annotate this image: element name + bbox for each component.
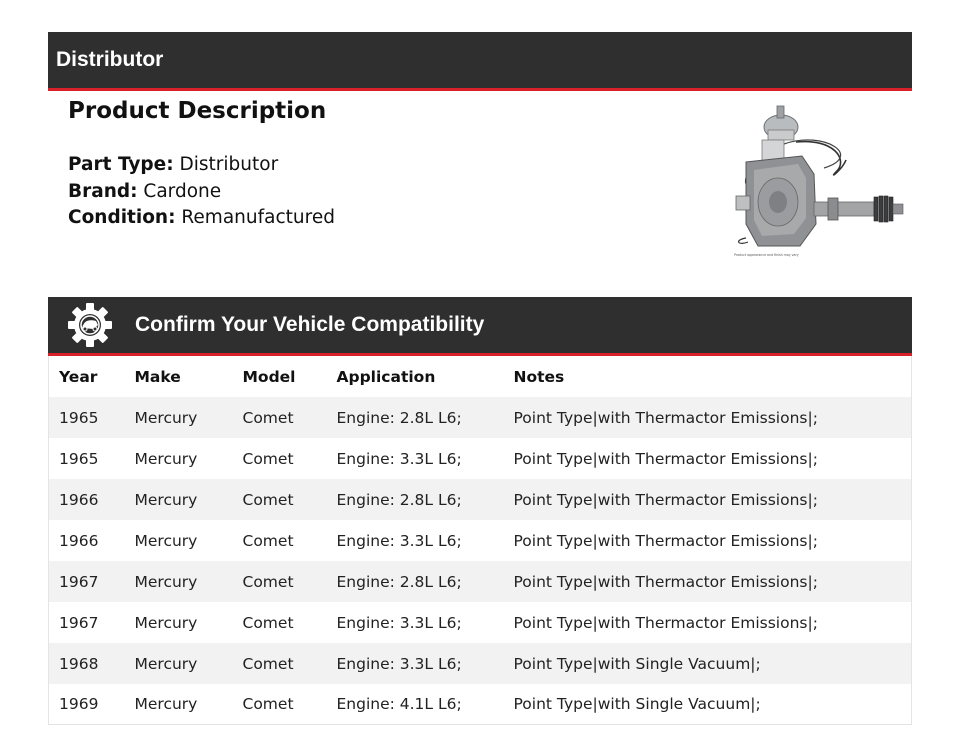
cell-model: Comet [242,531,294,550]
cell-application: Engine: 4.1L L6; [336,694,462,713]
category-header [48,32,912,91]
compatibility-header [48,297,912,356]
compatibility-title: Confirm Your Vehicle Compatibility [135,313,485,336]
cell-notes: Point Type|with Thermactor Emissions|; [513,531,818,550]
cell-year: 1966 [59,490,99,509]
spec-value: Distributor [179,154,279,175]
cell-year: 1967 [59,613,99,632]
cell-application: Engine: 2.8L L6; [336,408,462,427]
cell-notes: Point Type|with Thermactor Emissions|; [513,449,818,468]
column-application: Application [336,367,436,386]
compatibility-table [48,356,912,725]
cell-make: Mercury [134,694,198,713]
cell-application: Engine: 3.3L L6; [336,449,462,468]
cell-notes: Point Type|with Single Vacuum|; [513,654,761,673]
table-row [49,479,912,520]
spec-label: Condition: [68,207,176,228]
product-description-title: Product Description [68,98,327,124]
cell-notes: Point Type|with Thermactor Emissions|; [513,613,818,632]
cell-application: Engine: 3.3L L6; [336,654,462,673]
column-year: Year [59,367,98,386]
table-row [49,397,912,438]
table-row [49,438,912,479]
spec-part-type [68,152,335,179]
table-row [49,602,912,643]
image-caption: Product appearance and finish may vary [734,253,799,257]
table-row [49,520,912,561]
cell-year: 1969 [59,694,99,713]
cell-make: Mercury [134,531,198,550]
cell-make: Mercury [134,449,198,468]
cell-application: Engine: 2.8L L6; [336,490,462,509]
cell-notes: Point Type|with Thermactor Emissions|; [513,490,818,509]
cell-application: Engine: 3.3L L6; [336,613,462,632]
cell-notes: Point Type|with Thermactor Emissions|; [513,572,818,591]
spec-label: Brand: [68,180,138,202]
table-row [49,643,912,684]
cell-model: Comet [242,694,294,713]
cell-make: Mercury [134,490,198,509]
column-model: Model [242,367,296,386]
table-header-row [49,356,912,397]
cell-application: Engine: 3.3L L6; [336,531,462,550]
cell-make: Mercury [134,613,198,632]
spec-brand [68,179,335,206]
category-title: Distributor [56,48,164,71]
cell-make: Mercury [134,654,198,673]
product-description [68,96,335,232]
distributor-image [724,100,910,262]
spec-condition [68,205,335,232]
cell-year: 1965 [59,408,99,427]
cell-year: 1967 [59,572,99,591]
table-row [49,684,912,724]
cell-year: 1968 [59,654,99,673]
cell-model: Comet [242,572,294,591]
spec-value: Cardone [143,180,222,202]
cell-model: Comet [242,408,294,427]
spec-value: Remanufactured [181,207,335,228]
cell-make: Mercury [134,572,198,591]
cell-model: Comet [242,654,294,673]
gear-icon [66,301,114,349]
column-notes: Notes [513,367,565,386]
cell-notes: Point Type|with Thermactor Emissions|; [513,408,818,427]
spec-label: Part Type: [68,154,174,175]
table-row [49,561,912,602]
cell-year: 1965 [59,449,99,468]
cell-make: Mercury [134,408,198,427]
cell-model: Comet [242,613,294,632]
cell-year: 1966 [59,531,99,550]
cell-model: Comet [242,449,294,468]
column-make: Make [134,367,181,386]
cell-model: Comet [242,490,294,509]
cell-notes: Point Type|with Single Vacuum|; [513,694,761,713]
cell-application: Engine: 2.8L L6; [336,572,462,591]
